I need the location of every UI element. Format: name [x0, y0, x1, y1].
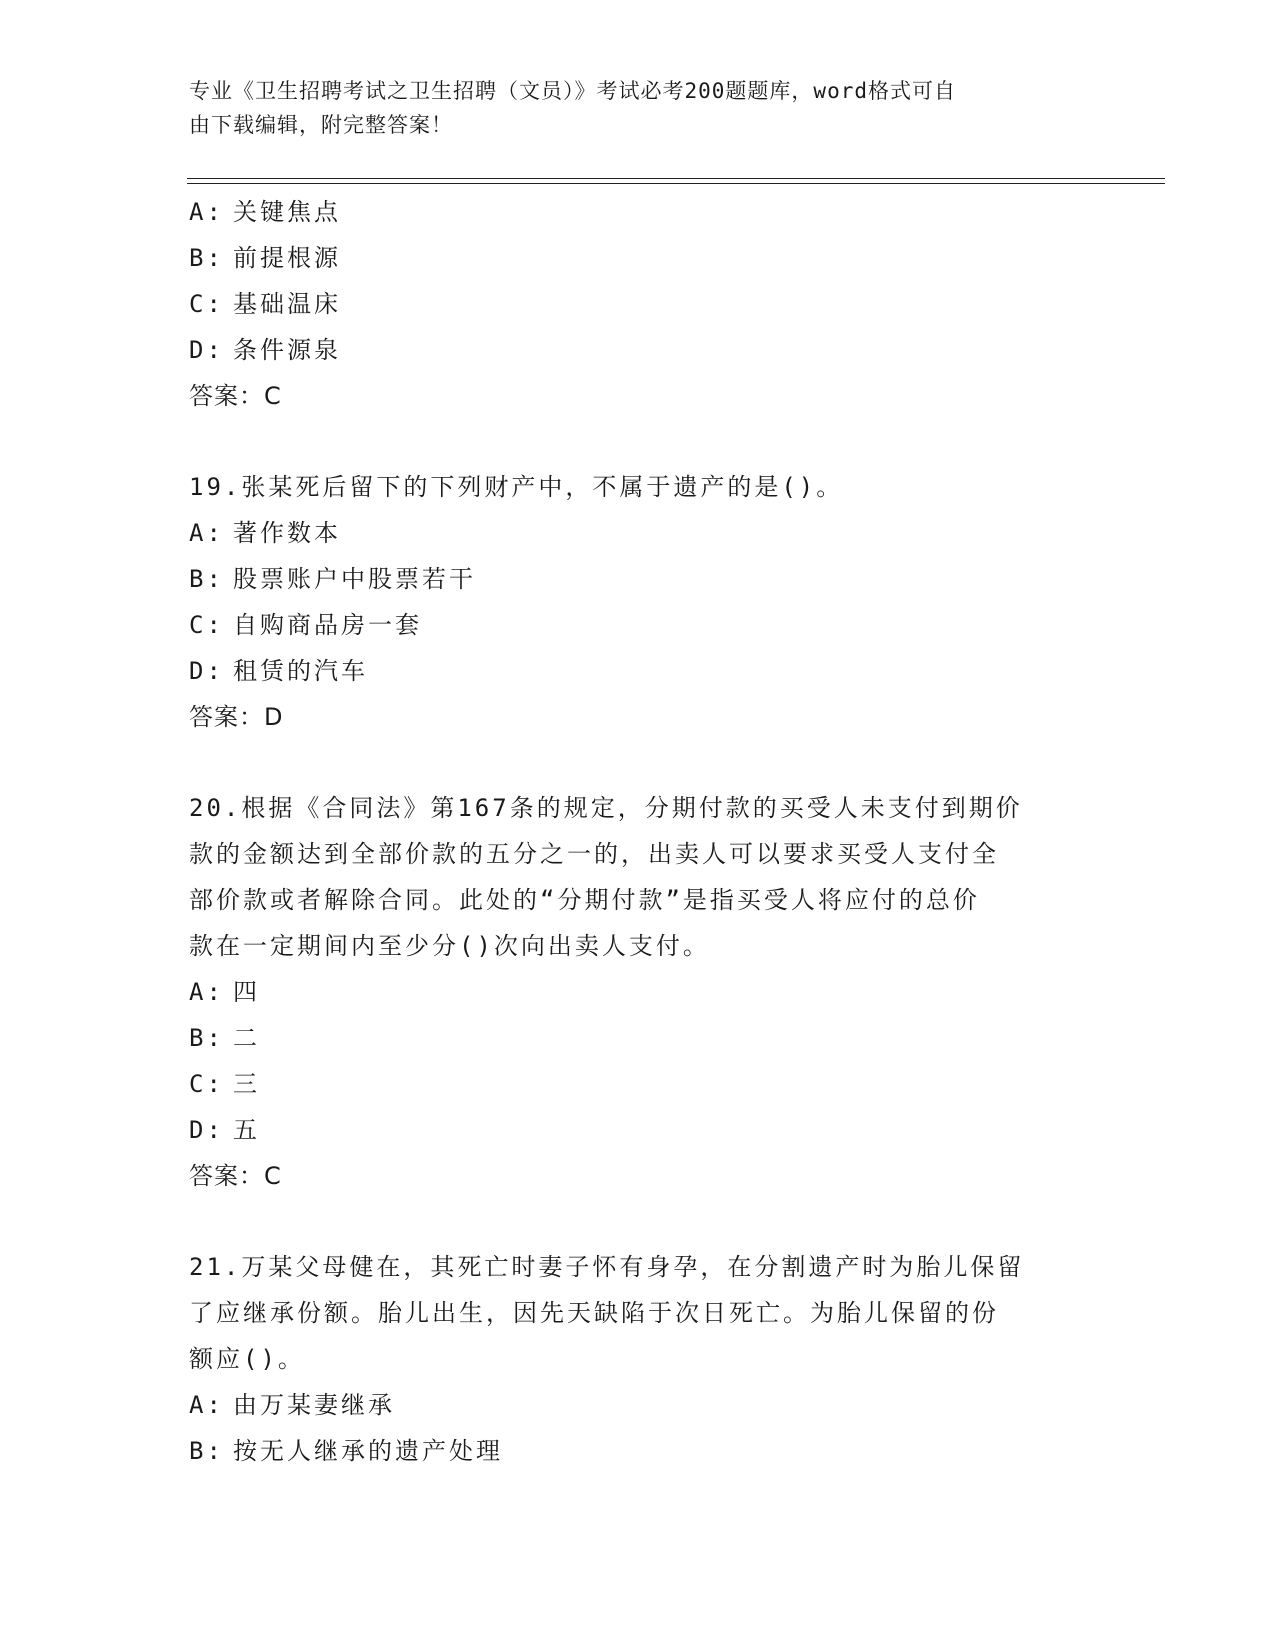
option-b: B: 前提根源 [189, 244, 341, 272]
question-text-line: 21.万某父母健在，其死亡时妻子怀有身孕，在分割遗产时为胎儿保留 [189, 1253, 1025, 1281]
question-20 [189, 785, 1089, 1199]
header-divider-bottom [187, 183, 1165, 184]
header-line-1: 专业《卫生招聘考试之卫生招聘（文员）》考试必考200题题库，word格式可自 [189, 79, 956, 103]
option-b: B: 股票账户中股票若干 [189, 565, 476, 593]
spacer [189, 419, 1089, 464]
header-line-2: 由下载编辑，附完整答案！ [189, 113, 453, 137]
option-b: B: 按无人继承的遗产处理 [189, 1437, 503, 1465]
option-d: D: 条件源泉 [189, 336, 341, 364]
question-text-line: 了应继承份额。胎儿出生，因先天缺陷于次日死亡。为胎儿保留的份 [189, 1299, 999, 1327]
option-c: C: 三 [189, 1070, 260, 1098]
option-a: A: 由万某妻继承 [189, 1391, 395, 1419]
spacer [189, 740, 1089, 785]
question-text-line: 20.根据《合同法》第167条的规定，分期付款的买受人未支付到期价 [189, 794, 1023, 822]
header-divider-top [187, 178, 1165, 179]
option-d: D: 租赁的汽车 [189, 657, 368, 685]
question-18 [189, 189, 1089, 419]
spacer [189, 1199, 1089, 1244]
option-c: C: 基础温床 [189, 290, 341, 318]
answer-line: 答案：C [189, 1162, 282, 1190]
option-d: D: 五 [189, 1116, 260, 1144]
question-text-line: 款在一定期间内至少分()次向出卖人支付。 [189, 932, 710, 960]
question-text-line: 额应()。 [189, 1345, 305, 1373]
option-a: A: 著作数本 [189, 519, 341, 547]
answer-line: 答案：D [189, 703, 284, 731]
question-text-line: 部价款或者解除合同。此处的“分期付款”是指买受人将应付的总价 [189, 886, 980, 914]
option-a: A: 四 [189, 978, 260, 1006]
question-21 [189, 1244, 1089, 1474]
document-header [189, 74, 1089, 142]
question-19 [189, 464, 1089, 740]
answer-line: 答案：C [189, 382, 282, 410]
question-text: 19.张某死后留下的下列财产中，不属于遗产的是()。 [189, 473, 844, 501]
option-c: C: 自购商品房一套 [189, 611, 422, 639]
question-text-line: 款的金额达到全部价款的五分之一的，出卖人可以要求买受人支付全 [189, 840, 999, 868]
question-list [189, 189, 1089, 1474]
option-a: A: 关键焦点 [189, 198, 341, 226]
option-b: B: 二 [189, 1024, 260, 1052]
